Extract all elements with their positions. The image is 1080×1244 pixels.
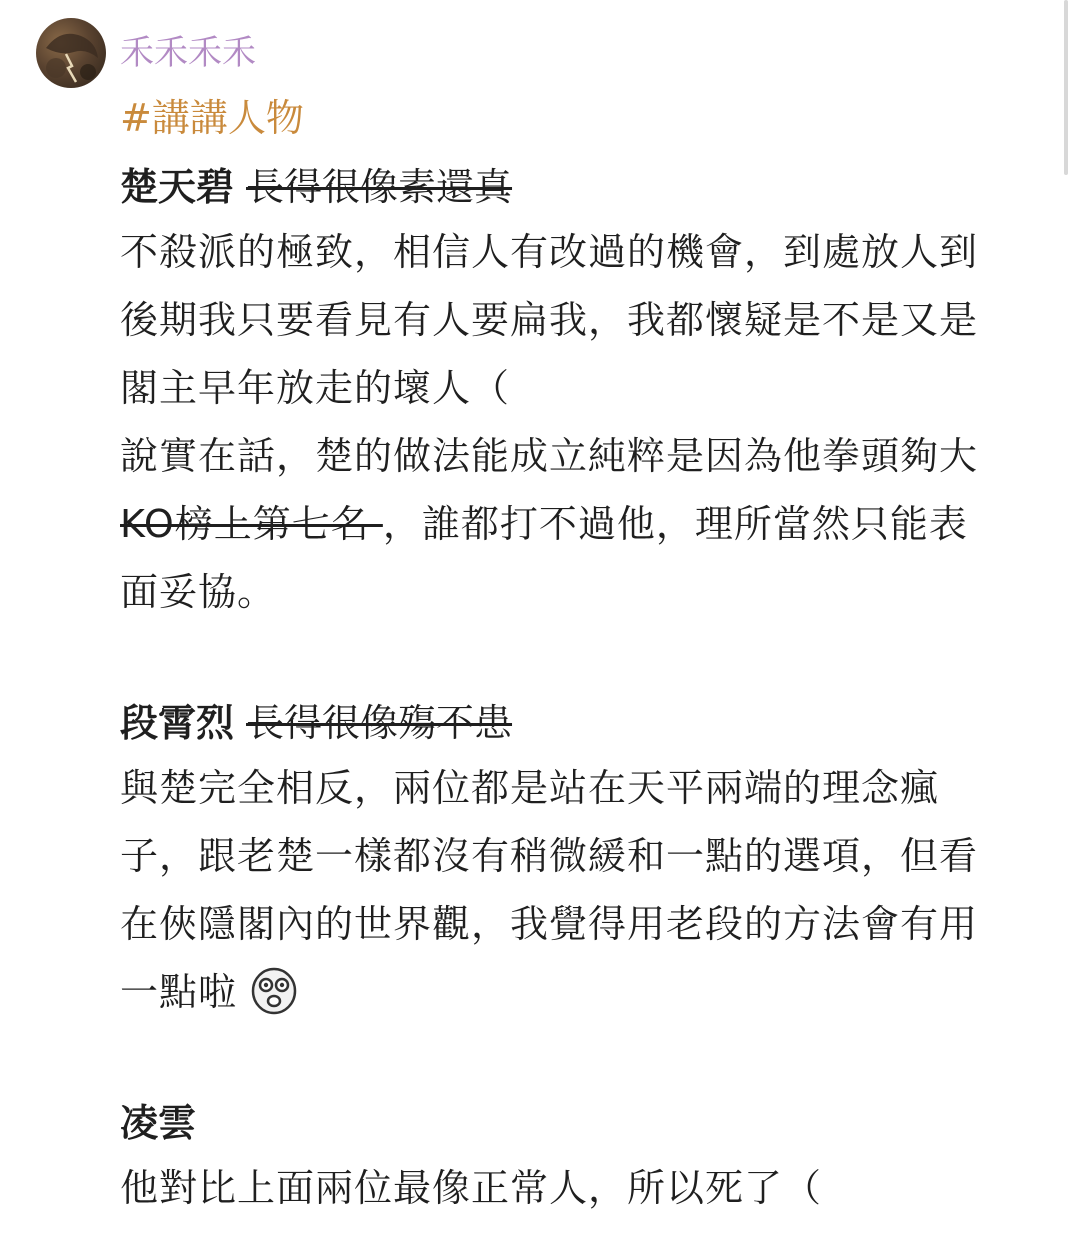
character-heading (120, 1092, 1040, 1154)
struck-comment: 長得很像素還真 (246, 165, 513, 209)
hashtag-link[interactable]: #講講人物 (120, 96, 304, 140)
character-heading (120, 692, 1040, 754)
paragraph-line: 子，跟老楚一樣都沒有稍微緩和一點的選項，但看 (120, 834, 979, 878)
paragraph-line: 他對比上面兩位最像正常人，所以死了（ (120, 1166, 823, 1210)
paragraph-line (120, 958, 1040, 1026)
scrollbar[interactable] (1064, 0, 1068, 175)
paragraph-line: 閣主早年放走的壞人（ (120, 366, 511, 410)
struck-text: KO榜上第七名 (120, 502, 383, 546)
paragraph-text: 一點啦 (120, 970, 238, 1014)
avatar[interactable] (36, 18, 106, 88)
character-section-3 (120, 1092, 1040, 1222)
paragraph-line: 不殺派的極致，相信人有改過的機會，到處放人到 (120, 230, 979, 274)
shocked-face-emoji-icon (249, 965, 299, 1036)
paragraph-text: ，誰都打不過他，理所當然只能表 (382, 502, 968, 546)
paragraph-line: 與楚完全相反，兩位都是站在天平兩端的理念瘋 (120, 766, 940, 810)
character-section-1 (120, 156, 1040, 626)
author-name[interactable]: 禾禾禾禾 (120, 33, 256, 73)
paragraph-line: 在俠隱閣內的世界觀，我覺得用老段的方法會有用 (120, 902, 979, 946)
post-body (120, 156, 1040, 1222)
character-name: 凌雲 (120, 1101, 197, 1145)
character-name: 楚天碧 (120, 165, 235, 209)
character-section-2 (120, 692, 1040, 1026)
paragraph-line: 後期我只要看見有人要扁我，我都懷疑是不是又是 (120, 298, 979, 342)
paragraph-line: 面妥協。 (120, 570, 277, 614)
struck-comment: 長得很像殤不患 (246, 701, 513, 745)
character-heading (120, 156, 1040, 218)
profile-photo-icon (36, 18, 106, 88)
character-name: 段霄烈 (120, 701, 235, 745)
paragraph-line (120, 490, 1040, 558)
paragraph-line: 說實在話，楚的做法能成立純粹是因為他拳頭夠大 (120, 434, 979, 478)
